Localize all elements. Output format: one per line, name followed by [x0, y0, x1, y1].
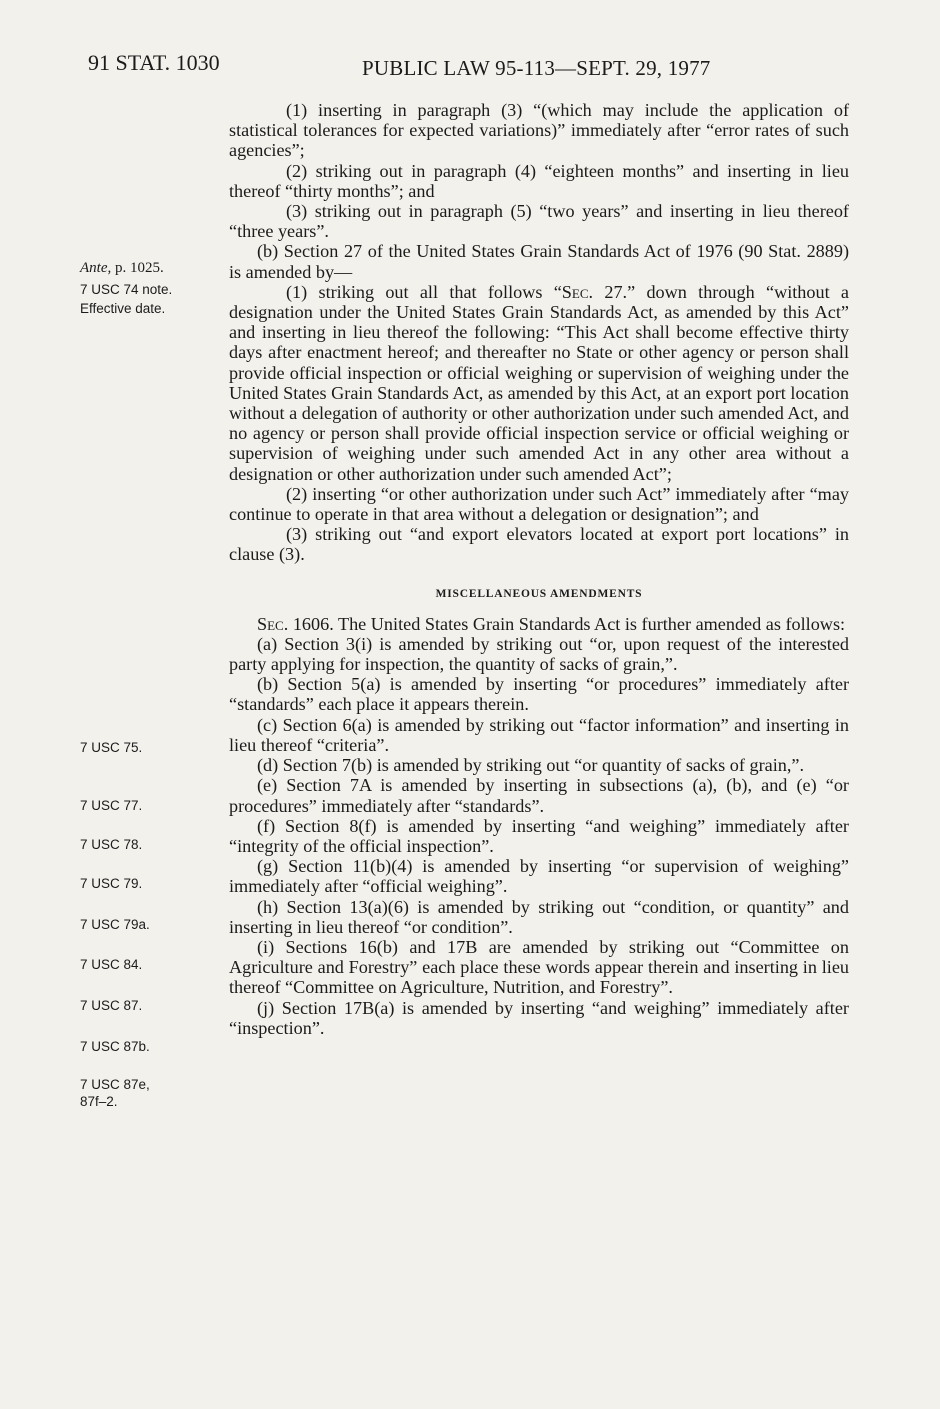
margin-note-usc-79a: 7 USC 79a. [80, 917, 150, 932]
margin-note-usc-84: 7 USC 84. [80, 957, 143, 972]
paragraph-b-1-sec: Sec. [561, 281, 594, 302]
amendment-c: (c) Section 6(a) is amended by striking out “factor information” and inserting in lieu thereof “criteria”. [229, 714, 849, 755]
amendment-d: (d) Section 7(b) is amended by striking out “or quantity of sacks of grain,”. [257, 755, 805, 776]
amendment-b: (b) Section 5(a) is amended by inserting “or procedures” immediately after “standards” each place it appears therein. [229, 674, 849, 715]
margin-note-usc-87e: 7 USC 87e, [80, 1077, 150, 1092]
margin-note-usc-75: 7 USC 75. [80, 740, 143, 755]
amendment-a: (a) Section 3(i) is amended by striking out “or, upon request of the interested party applying for inspection, the quantity of sacks of grain,”. [229, 633, 849, 675]
paragraph-b-2: (2) inserting “or other authorization under such Act” immediately after “may continue to operate in that area without a delegation or designation”; and [229, 483, 849, 525]
paragraph-b-1-pre: (1) striking out all that follows “ [286, 281, 562, 302]
margin-note-ante-page: p. 1025. [111, 260, 164, 276]
paragraph-b: (b) Section 27 of the United States Grain Standards Act of 1976 (90 Stat. 2889) is amended by— [229, 241, 849, 282]
paragraph-1: (1) inserting in paragraph (3) “(which may include the application of statistical tolerances for expected variations)” immediately after “error rates of such agencies”; [229, 100, 849, 161]
section-heading: MISCELLANEOUS AMENDMENTS [435, 587, 643, 600]
margin-note-ante-label: Ante, [80, 260, 112, 276]
stat-reference: 91 STAT. 1030 [88, 50, 220, 75]
amendment-e: (e) Section 7A is amended by inserting in subsections (a), (b), and (e) “or procedures” immediately after “standards”. [229, 775, 849, 816]
margin-note-usc-77: 7 USC 77. [80, 798, 143, 813]
margin-note-ante [80, 260, 164, 277]
paragraph-2: (2) striking out in paragraph (4) “eighteen months” and inserting in lieu thereof “thirty months”; and [229, 160, 849, 201]
paragraph-b-1 [229, 282, 849, 484]
amendment-h: (h) Section 13(a)(6) is amended by striking out “condition, or quantity” and inserting in lieu thereof “or condition”. [229, 896, 849, 937]
margin-note-usc-79: 7 USC 79. [80, 876, 143, 891]
margin-note-usc-87b: 7 USC 87b. [80, 1039, 150, 1054]
paragraph-3: (3) striking out in paragraph (5) “two years” and inserting in lieu thereof “three years”. [229, 201, 849, 242]
margin-note-usc-78: 7 USC 78. [80, 837, 143, 852]
section-1606-sec: Sec. [257, 613, 289, 634]
amendment-g: (g) Section 11(b)(4) is amended by inserting “or supervision of weighing” immediately after “official weighing”. [229, 856, 849, 897]
page-title: PUBLIC LAW 95-113—SEPT. 29, 1977 [362, 56, 711, 80]
margin-note-87f-2: 87f–2. [80, 1094, 118, 1109]
amendment-i: (i) Sections 16(b) and 17B are amended by striking out “Committee on Agriculture and Forestry” each place these words appear therein and inserting in lieu thereof “Committee on Agriculture, Nutrition, and Forestry”. [229, 936, 849, 998]
page-header [0, 50, 940, 90]
paragraph-b-1-post: 27.” down through “without a designation under the United States Grain Standards Act, as amended by this Act” and inserting in lieu thereof the following: “This Act shall become effective thirty days after enactment hereof; and thereafter no State or other agency or person shall provide official inspection or official weighing or supervision of weighing under the United States Grain Standards Act, as amended by this Act, at an export port location without a delegation of authority or other authorization under such amended Act, and no agency or person shall provide official inspection service or official weighing or supervision of weighing under such amended Act in any other area without a designation or other authorization under such amended Act”; [229, 281, 849, 484]
amendment-f: (f) Section 8(f) is amended by inserting “and weighing” immediately after “integrity of the official inspection”. [229, 815, 849, 856]
margin-note-usc-87: 7 USC 87. [80, 998, 143, 1013]
section-1606-text: 1606. The United States Grain Standards Act is further amended as follows: [288, 613, 846, 634]
paragraph-b-3: (3) striking out “and export elevators located at export port locations” in clause (3). [229, 524, 849, 565]
amendment-j: (j) Section 17B(a) is amended by inserting “and weighing” immediately after “inspection”. [229, 997, 849, 1038]
margin-note-effective-date: Effective date. [80, 301, 166, 316]
body-text [229, 100, 849, 1038]
section-1606-intro [229, 614, 849, 634]
margin-note-usc-74: 7 USC 74 note. [80, 282, 173, 297]
